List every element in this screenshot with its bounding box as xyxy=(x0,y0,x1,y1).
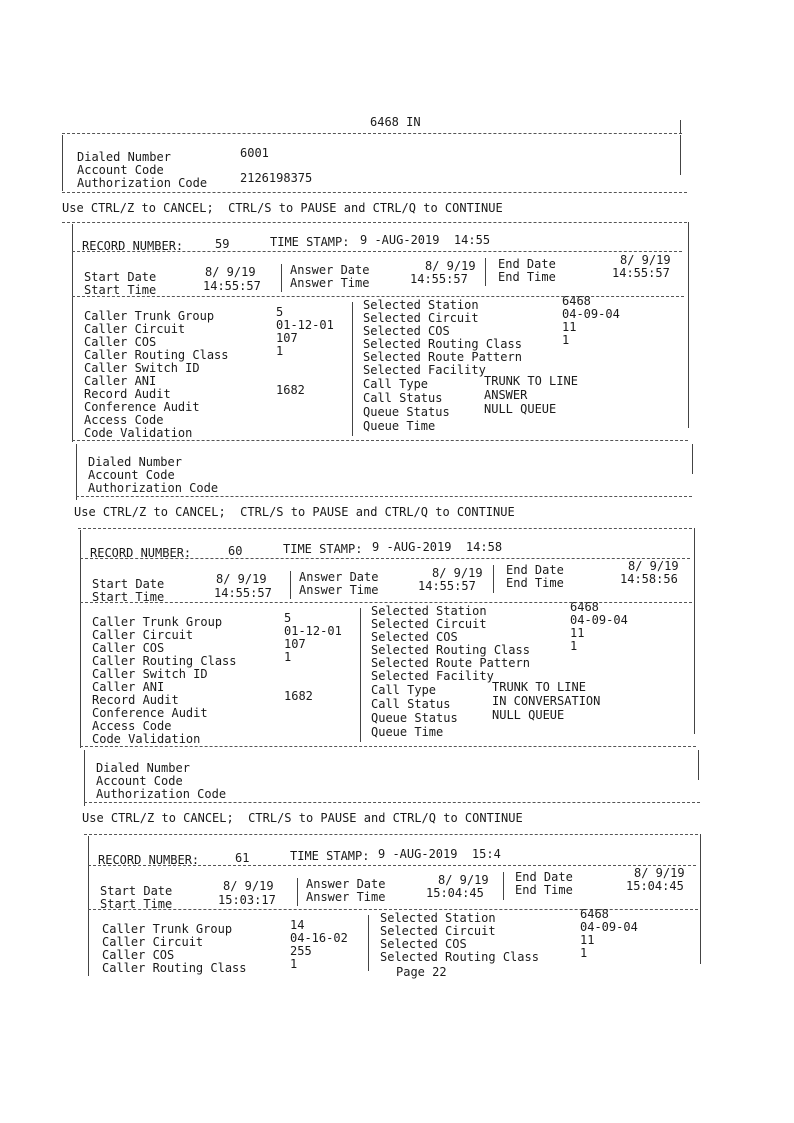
selected-routing-class-value: 1 xyxy=(570,639,578,653)
call-status-label: Call Status xyxy=(363,391,443,405)
divider xyxy=(76,496,692,497)
ctrl-instructions: Use CTRL/Z to CANCEL; CTRL/S to PAUSE and CTRL/Q to CONTINUE xyxy=(74,505,515,519)
end-date-value: 8/ 9/19 xyxy=(634,866,685,880)
divider xyxy=(80,558,690,559)
divider xyxy=(78,528,692,529)
end-time-value: 15:04:45 xyxy=(626,879,684,893)
code-validation-label: Code Validation xyxy=(92,732,201,746)
selected-station-label: Selected Station xyxy=(380,911,496,925)
record-audit-label: Record Audit xyxy=(92,693,179,707)
border-line xyxy=(290,571,291,599)
dialed-number-label: Dialed Number xyxy=(96,761,190,775)
end-time-label: End Time xyxy=(506,576,564,590)
end-date-value: 8/ 9/19 xyxy=(620,253,671,267)
conference-audit-label: Conference Audit xyxy=(84,400,200,414)
record-audit-value: 1682 xyxy=(284,689,313,703)
page-header-title: 6468 IN xyxy=(370,115,421,129)
caller-cos-label: Caller COS xyxy=(102,948,175,962)
caller-cos-label: Caller COS xyxy=(84,335,157,349)
end-date-value: 8/ 9/19 xyxy=(628,559,679,573)
selected-circuit-label: Selected Circuit xyxy=(380,924,496,938)
access-code-label: Access Code xyxy=(92,719,172,733)
start-time-value: 15:03:17 xyxy=(218,893,276,907)
dialed-number-value: 6001 xyxy=(240,146,269,160)
authorization-code-label: Authorization Code xyxy=(96,787,227,801)
border-line xyxy=(680,135,681,175)
border-line xyxy=(503,872,504,900)
answer-date-label: Answer Date xyxy=(306,877,386,891)
selected-circuit-label: Selected Circuit xyxy=(371,617,487,631)
answer-time-label: Answer Time xyxy=(299,583,379,597)
divider xyxy=(84,802,700,803)
divider xyxy=(62,192,687,193)
selected-cos-value: 11 xyxy=(580,933,595,947)
end-time-label: End Time xyxy=(498,270,556,284)
time-stamp-value: 9 -AUG-2019 15:4 xyxy=(378,847,501,861)
call-type-label: Call Type xyxy=(363,377,429,391)
call-type-value: TRUNK TO LINE xyxy=(484,374,578,388)
caller-routing-class-label: Caller Routing Class xyxy=(102,961,247,975)
border-line xyxy=(692,444,693,474)
page-number: Page 22 xyxy=(396,965,447,979)
start-date-label: Start Date xyxy=(92,577,165,591)
caller-switch-id-label: Caller Switch ID xyxy=(92,667,208,681)
start-date-value: 8/ 9/19 xyxy=(223,879,274,893)
border-line xyxy=(62,135,63,191)
ctrl-instructions: Use CTRL/Z to CANCEL; CTRL/S to PAUSE and CTRL/Q to CONTINUE xyxy=(82,811,523,825)
caller-cos-value: 107 xyxy=(284,637,306,651)
record-number-value: 59 xyxy=(215,237,230,251)
answer-date-value: 8/ 9/19 xyxy=(425,259,476,273)
conference-audit-label: Conference Audit xyxy=(92,706,208,720)
call-status-label: Call Status xyxy=(371,697,451,711)
start-time-label: Start Time xyxy=(92,590,165,604)
border-line xyxy=(84,750,85,806)
divider xyxy=(80,602,692,603)
selected-station-value: 6468 xyxy=(570,600,599,614)
start-time-label: Start Time xyxy=(84,283,157,297)
record-number-label: RECORD NUMBER: xyxy=(98,853,200,867)
divider xyxy=(72,296,684,297)
selected-cos-label: Selected COS xyxy=(363,324,450,338)
dialed-number-label: Dialed Number xyxy=(88,455,182,469)
queue-time-label: Queue Time xyxy=(363,419,436,433)
selected-cos-label: Selected COS xyxy=(380,937,467,951)
selected-cos-value: 11 xyxy=(562,320,577,334)
selected-station-value: 6468 xyxy=(562,294,591,308)
end-time-value: 14:55:57 xyxy=(612,266,670,280)
selected-circuit-value: 04-09-04 xyxy=(580,920,638,934)
caller-circuit-label: Caller Circuit xyxy=(84,322,186,336)
answer-time-value: 15:04:45 xyxy=(426,886,484,900)
selected-routing-class-label: Selected Routing Class xyxy=(363,337,522,351)
dialed-number-label: Dialed Number xyxy=(77,150,171,164)
border-line xyxy=(493,565,494,593)
account-code-label: Account Code xyxy=(88,468,175,482)
authorization-code-label: Authorization Code xyxy=(88,481,219,495)
border-line xyxy=(694,528,695,734)
answer-date-label: Answer Date xyxy=(290,263,370,277)
border-line xyxy=(485,258,486,286)
selected-facility-label: Selected Facility xyxy=(371,669,494,683)
caller-cos-label: Caller COS xyxy=(92,641,165,655)
caller-routing-class-value: 1 xyxy=(276,344,284,358)
divider xyxy=(72,251,682,252)
caller-circuit-value: 01-12-01 xyxy=(276,318,334,332)
start-date-label: Start Date xyxy=(100,884,173,898)
caller-routing-class-label: Caller Routing Class xyxy=(84,348,229,362)
queue-status-label: Queue Status xyxy=(363,405,450,419)
end-date-label: End Date xyxy=(506,563,564,577)
authorization-code-value: 2126198375 xyxy=(240,171,313,185)
selected-route-pattern-label: Selected Route Pattern xyxy=(371,656,530,670)
caller-trunk-group-value: 14 xyxy=(290,918,305,932)
call-status-value: IN CONVERSATION xyxy=(492,694,601,708)
divider xyxy=(72,440,688,441)
record-number-label: RECORD NUMBER: xyxy=(90,546,192,560)
code-validation-label: Code Validation xyxy=(84,426,193,440)
caller-trunk-group-value: 5 xyxy=(276,305,284,319)
time-stamp-value: 9 -AUG-2019 14:55 xyxy=(360,233,491,247)
start-time-value: 14:55:57 xyxy=(214,586,272,600)
selected-route-pattern-label: Selected Route Pattern xyxy=(363,350,522,364)
time-stamp-label: TIME STAMP: xyxy=(290,849,370,863)
selected-station-value: 6468 xyxy=(580,907,609,921)
record-number-label: RECORD NUMBER: xyxy=(82,239,184,253)
caller-trunk-group-label: Caller Trunk Group xyxy=(84,309,215,323)
caller-trunk-group-value: 5 xyxy=(284,611,292,625)
answer-date-value: 8/ 9/19 xyxy=(438,873,489,887)
selected-facility-label: Selected Facility xyxy=(363,363,486,377)
selected-circuit-label: Selected Circuit xyxy=(363,311,479,325)
border-line xyxy=(88,836,89,976)
selected-circuit-value: 04-09-04 xyxy=(562,307,620,321)
caller-routing-class-label: Caller Routing Class xyxy=(92,654,237,668)
caller-circuit-value: 01-12-01 xyxy=(284,624,342,638)
time-stamp-label: TIME STAMP: xyxy=(270,235,350,249)
caller-routing-class-value: 1 xyxy=(290,957,298,971)
answer-date-label: Answer Date xyxy=(299,570,379,584)
queue-time-label: Queue Time xyxy=(371,725,444,739)
border-line xyxy=(72,224,73,442)
border-line xyxy=(700,834,701,964)
caller-cos-value: 107 xyxy=(276,331,298,345)
caller-ani-label: Caller ANI xyxy=(84,374,157,388)
end-time-value: 14:58:56 xyxy=(620,572,678,586)
record-number-value: 61 xyxy=(235,851,250,865)
start-date-value: 8/ 9/19 xyxy=(216,572,267,586)
queue-status-value: NULL QUEUE xyxy=(492,708,565,722)
selected-routing-class-label: Selected Routing Class xyxy=(371,643,530,657)
caller-trunk-group-label: Caller Trunk Group xyxy=(92,615,223,629)
answer-time-value: 14:55:57 xyxy=(410,272,468,286)
divider xyxy=(88,865,696,866)
start-time-value: 14:55:57 xyxy=(203,279,261,293)
queue-status-label: Queue Status xyxy=(371,711,458,725)
caller-circuit-label: Caller Circuit xyxy=(102,935,204,949)
selected-cos-label: Selected COS xyxy=(371,630,458,644)
end-date-label: End Date xyxy=(515,870,573,884)
access-code-label: Access Code xyxy=(84,413,164,427)
authorization-code-label: Authorization Code xyxy=(77,176,208,190)
selected-station-label: Selected Station xyxy=(371,604,487,618)
account-code-label: Account Code xyxy=(77,163,164,177)
border-line xyxy=(80,530,81,748)
divider xyxy=(62,222,687,223)
caller-switch-id-label: Caller Switch ID xyxy=(84,361,200,375)
border-line xyxy=(352,302,353,436)
selected-routing-class-value: 1 xyxy=(562,333,570,347)
ctrl-instructions: Use CTRL/Z to CANCEL; CTRL/S to PAUSE and CTRL/Q to CONTINUE xyxy=(62,201,503,215)
answer-time-label: Answer Time xyxy=(306,890,386,904)
end-date-label: End Date xyxy=(498,257,556,271)
caller-trunk-group-label: Caller Trunk Group xyxy=(102,922,233,936)
call-status-value: ANSWER xyxy=(484,388,528,402)
start-date-label: Start Date xyxy=(84,270,157,284)
end-time-label: End Time xyxy=(515,883,573,897)
caller-routing-class-value: 1 xyxy=(284,650,292,664)
border-line xyxy=(297,878,298,906)
answer-time-label: Answer Time xyxy=(290,276,370,290)
divider xyxy=(62,133,682,134)
call-type-value: TRUNK TO LINE xyxy=(492,680,586,694)
start-date-value: 8/ 9/19 xyxy=(205,265,256,279)
record-audit-label: Record Audit xyxy=(84,387,171,401)
caller-circuit-value: 04-16-02 xyxy=(290,931,348,945)
divider xyxy=(84,834,698,835)
time-stamp-value: 9 -AUG-2019 14:58 xyxy=(372,540,503,554)
record-number-value: 60 xyxy=(228,544,243,558)
border-line xyxy=(688,222,689,428)
caller-ani-label: Caller ANI xyxy=(92,680,165,694)
border-line xyxy=(281,264,282,292)
border-line xyxy=(698,750,699,780)
start-time-label: Start Time xyxy=(100,897,173,911)
caller-cos-value: 255 xyxy=(290,944,312,958)
caller-circuit-label: Caller Circuit xyxy=(92,628,194,642)
divider xyxy=(80,746,696,747)
selected-routing-class-value: 1 xyxy=(580,946,588,960)
border-line xyxy=(680,120,681,134)
queue-status-value: NULL QUEUE xyxy=(484,402,557,416)
account-code-label: Account Code xyxy=(96,774,183,788)
selected-station-label: Selected Station xyxy=(363,298,479,312)
selected-circuit-value: 04-09-04 xyxy=(570,613,628,627)
border-line xyxy=(368,915,369,971)
selected-routing-class-label: Selected Routing Class xyxy=(380,950,539,964)
time-stamp-label: TIME STAMP: xyxy=(283,542,363,556)
record-audit-value: 1682 xyxy=(276,383,305,397)
border-line xyxy=(76,444,77,500)
call-type-label: Call Type xyxy=(371,683,437,697)
selected-cos-value: 11 xyxy=(570,626,585,640)
answer-time-value: 14:55:57 xyxy=(418,579,476,593)
answer-date-value: 8/ 9/19 xyxy=(432,566,483,580)
border-line xyxy=(360,608,361,742)
